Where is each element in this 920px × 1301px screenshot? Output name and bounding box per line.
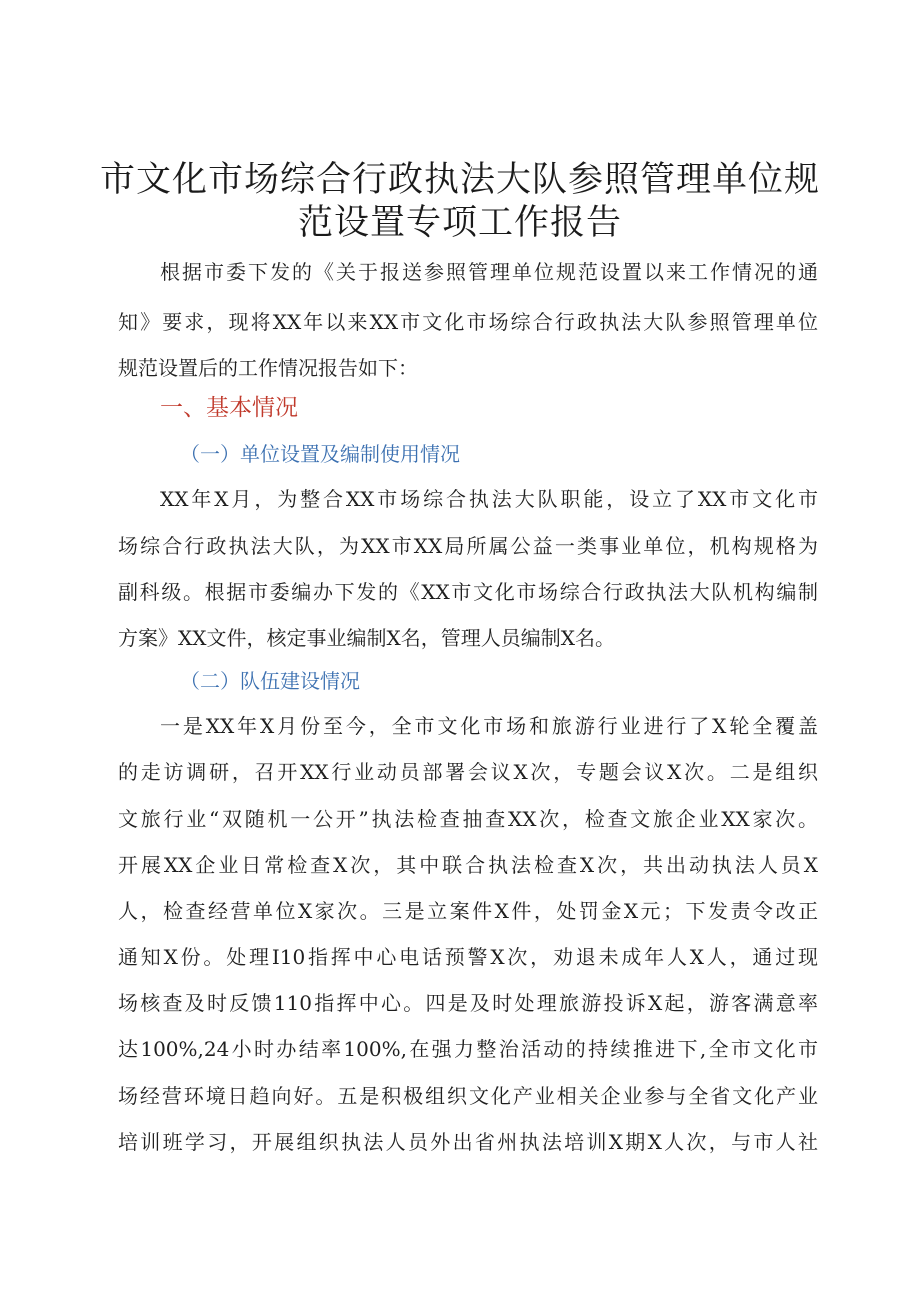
document-title-line-1: 市文化市场综合行政执法大队参照管理单位规 bbox=[100, 160, 821, 200]
paragraph-line: 的走访调研，召开XX行业动员部署会议X次，专题会议X次。二是组织 bbox=[118, 760, 818, 784]
paragraph-line: 场经营环境日趋向好。五是积极组织文化产业相关企业参与全省文化产业 bbox=[118, 1084, 818, 1108]
intro-line-3: 规范设置后的工作情况报告如下： bbox=[118, 356, 418, 380]
intro-line-2: 知》要求，现将XX年以来XX市文化市场综合行政执法大队参照管理单位 bbox=[118, 310, 818, 334]
paragraph-line: 开展XX企业日常检查X次，其中联合执法检查X次，共出动执法人员X bbox=[118, 853, 818, 877]
paragraph-line: 达100%,24小时办结率100%,在强力整治活动的持续推进下,全市文化市 bbox=[118, 1037, 818, 1061]
paragraph-line: 场综合行政执法大队，为XX市XX局所属公益一类事业单位，机构规格为 bbox=[118, 534, 818, 558]
paragraph-line: 培训班学习，开展组织执法人员外出省州执法培训X期X人次，与市人社 bbox=[118, 1130, 818, 1154]
paragraph-line: 场核查及时反馈110指挥中心。四是及时处理旅游投诉X起，游客满意率 bbox=[118, 991, 818, 1015]
paragraph-line: XX年X月，为整合XX市场综合执法大队职能，设立了XX市文化市 bbox=[160, 487, 818, 511]
section-heading-basic-info: 一、基本情况 bbox=[160, 395, 298, 421]
paragraph-line: 方案》XX文件，核定事业编制X名，管理人员编制X名。 bbox=[118, 626, 615, 650]
paragraph-line: 通知X份。处理I10指挥中心电话预警X次，劝退未成年人X人，通过现 bbox=[118, 945, 818, 969]
subsection-heading-unit-setup: （一）单位设置及编制使用情况 bbox=[180, 442, 460, 466]
paragraph-line: 副科级。根据市委编办下发的《XX市文化市场综合行政执法大队机构编制 bbox=[118, 580, 818, 604]
paragraph-line: 一是XX年X月份至今，全市文化市场和旅游行业进行了X轮全覆盖 bbox=[160, 714, 818, 738]
subsection-heading-team-building: （二）队伍建设情况 bbox=[180, 669, 360, 693]
paragraph-line: 文旅行业“双随机一公开”执法检查抽查XX次，检查文旅企业XX家次。 bbox=[118, 807, 818, 831]
paragraph-line: 人，检查经营单位X家次。三是立案件X件，处罚金X元；下发责令改正 bbox=[118, 899, 818, 923]
intro-line-1: 根据市委下发的《关于报送参照管理单位规范设置以来工作情况的通 bbox=[160, 260, 818, 284]
document-title-line-2: 范设置专项工作报告 bbox=[297, 203, 622, 243]
